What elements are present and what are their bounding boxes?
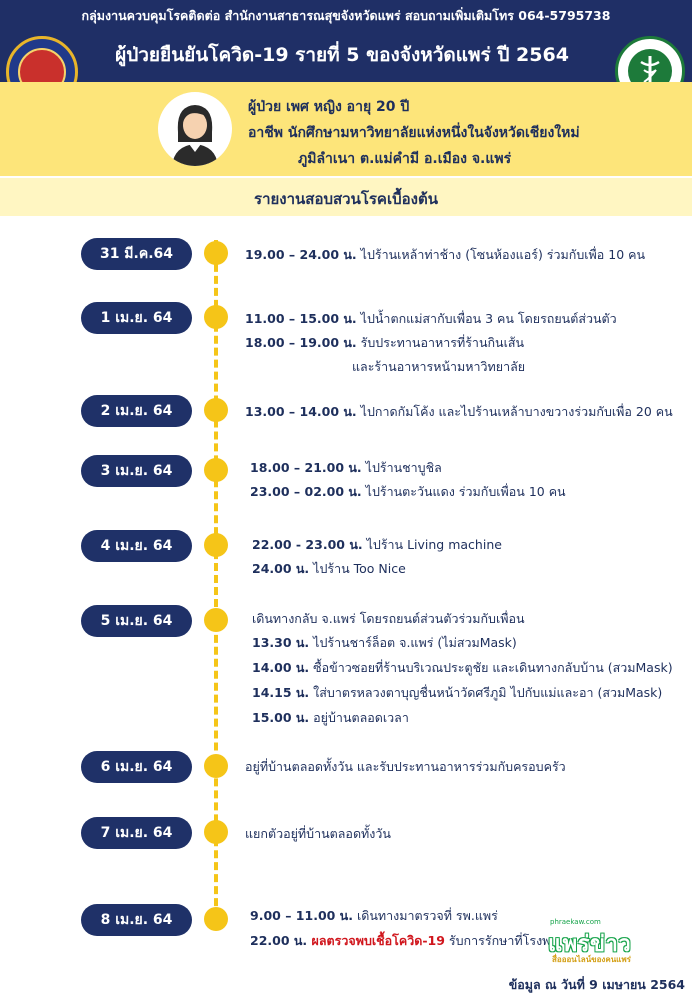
- timeline-dot: [204, 907, 228, 931]
- date-pill: 4 เม.ย. 64: [81, 530, 192, 562]
- event-line: 22.00 น. ผลตรวจพบเชื้อโควิด-19 รับการรักษาที่โรงพ: [250, 933, 551, 948]
- event-line: เดินทางกลับ จ.แพร่ โดยรถยนต์ส่วนตัวร่วมกับเพื่อน: [252, 611, 525, 626]
- timeline-dot: [204, 458, 228, 482]
- event-line: 11.00 – 15.00 น. ไปน้ำตกแม่สากับเพื่อน 3 คน โดยรถยนต์ส่วนตัว: [245, 311, 617, 326]
- event-line: 15.00 น. อยู่บ้านตลอดเวลา: [252, 710, 409, 725]
- report-title: รายงานสอบสวนโรคเบื้องต้น: [254, 190, 438, 208]
- event-line: อยู่ที่บ้านตลอดทั้งวัน และรับประทานอาหารร่วมกับครอบครัว: [245, 759, 566, 774]
- timeline-dot: [204, 305, 228, 329]
- timeline-dot: [204, 533, 228, 557]
- patient-hometown: ภูมิลำเนา ต.แม่คำมี อ.เมือง จ.แพร่: [298, 151, 512, 167]
- page-title: ผู้ป่วยยืนยันโควิด-19 รายที่ 5 ของจังหวัดแพร่ ปี 2564: [115, 44, 569, 66]
- event-line: 22.00 - 23.00 น. ไปร้าน Living machine: [252, 537, 502, 552]
- date-pill: 1 เม.ย. 64: [81, 302, 192, 334]
- event-line: 23.00 – 02.00 น. ไปร้านตะวันแดง ร่วมกับเพื่อน 10 คน: [250, 484, 566, 499]
- event-line: และร้านอาหารหน้ามหาวิทยาลัย: [352, 359, 526, 374]
- date-pill: 6 เม.ย. 64: [81, 751, 192, 783]
- event-line: 9.00 – 11.00 น. เดินทางมาตรวจที่ รพ.แพร่: [250, 908, 498, 923]
- date-pill: 5 เม.ย. 64: [81, 605, 192, 637]
- female-avatar-icon: [158, 92, 232, 166]
- patient-occupation: อาชีพ นักศึกษามหาวิทยาลัยแห่งหนึ่งในจังหวัดเชียงใหม่: [248, 125, 580, 141]
- timeline-dot: [204, 241, 228, 265]
- date-pill: 3 เม.ย. 64: [81, 455, 192, 487]
- event-line: 24.00 น. ไปร้าน Too Nice: [252, 561, 406, 576]
- watermark-brand: แพร่ข่าว: [548, 932, 632, 957]
- timeline-dot: [204, 754, 228, 778]
- timeline-dot: [204, 820, 228, 844]
- event-line: 14.15 น. ใส่บาตรหลวงตาบุญชื่นหน้าวัดศรีภูมิ ไปกับแม่และอา (สวมMask): [252, 685, 663, 700]
- contact-line: กลุ่มงานควบคุมโรคติดต่อ สำนักงานสาธารณสุขจังหวัดแพร่ สอบถามเพิ่มเติมโทร 064-5795738: [81, 8, 611, 23]
- date-pill: 31 มี.ค.64: [81, 238, 192, 270]
- date-pill: 8 เม.ย. 64: [81, 904, 192, 936]
- date-pill: 2 เม.ย. 64: [81, 395, 192, 427]
- event-line: 18.00 – 19.00 น. รับประทานอาหารที่ร้านกินเส้น: [245, 335, 525, 350]
- watermark-tagline: สื่อออนไลน์ของคนแพร่: [552, 955, 631, 964]
- timeline-dot: [204, 608, 228, 632]
- data-as-of-footer: ข้อมูล ณ วันที่ 9 เมษายน 2564: [508, 977, 685, 992]
- patient-sex-age: ผู้ป่วย เพศ หญิง อายุ 20 ปี: [248, 99, 410, 115]
- event-line: 13.30 น. ไปร้านชาร์ล็อต จ.แพร่ (ไม่สวมMask): [252, 635, 517, 650]
- event-line: 13.00 – 14.00 น. ไปกาดกัมโค้ง และไปร้านเหล้าบางขวางร่วมกับเพื่อ 20 คน: [245, 404, 673, 419]
- watermark-url: phraekaw.com: [550, 918, 601, 926]
- event-line: 18.00 – 21.00 น. ไปร้านชาบูชิล: [250, 460, 442, 475]
- date-pill: 7 เม.ย. 64: [81, 817, 192, 849]
- event-line: 19.00 – 24.00 น. ไปร้านเหล้าท่าช้าง (โซนห้องแอร์) ร่วมกับเพื่อ 10 คน: [245, 247, 646, 262]
- event-line: 14.00 น. ซื้อข้าวซอยที่ร้านบริเวณประตูชัย และเดินทางกลับบ้าน (สวมMask): [252, 660, 673, 675]
- timeline-dot: [204, 398, 228, 422]
- event-line: แยกตัวอยู่ที่บ้านตลอดทั้งวัน: [245, 826, 391, 841]
